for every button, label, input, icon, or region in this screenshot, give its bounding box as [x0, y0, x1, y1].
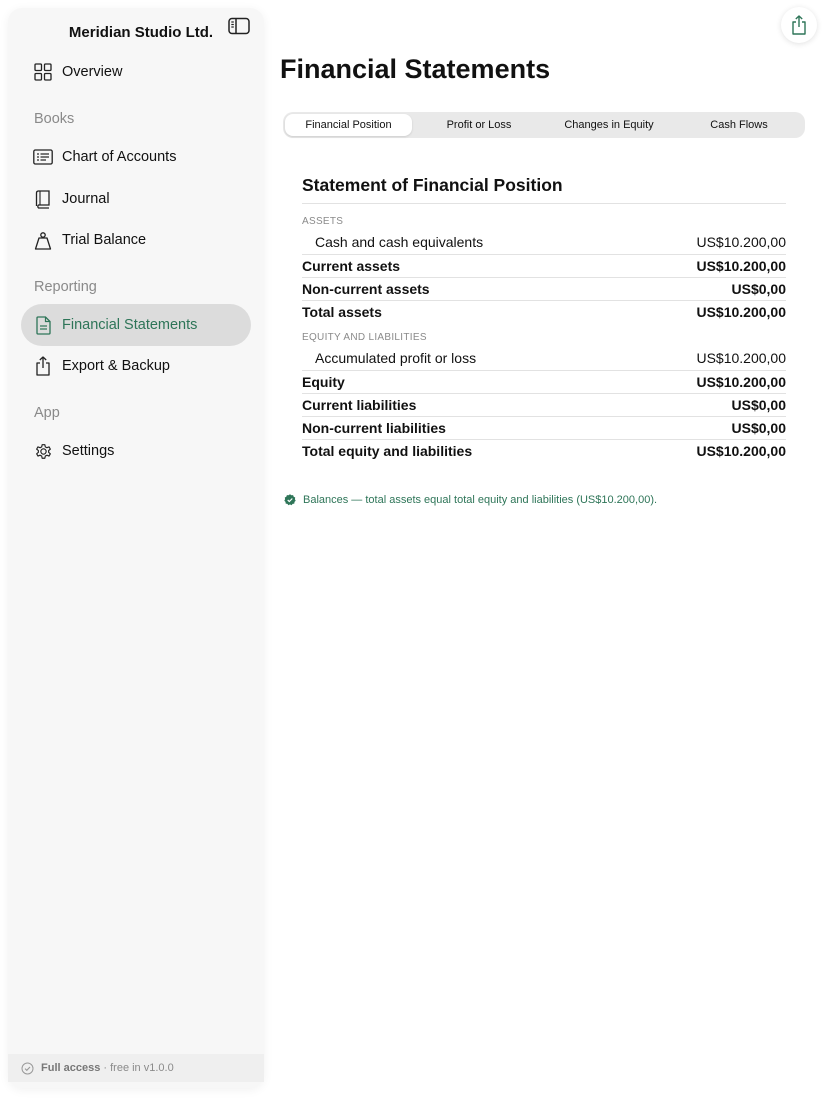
sidebar-item-chart-of-accounts[interactable]: [21, 136, 251, 178]
row-value: US$10.200,00: [696, 234, 786, 250]
access-status: [41, 1062, 174, 1074]
balance-note: Balances — total assets equal total equity and liabilities (US$10.200,00).: [303, 494, 658, 506]
list-card-icon: [32, 146, 54, 168]
table-row: [302, 416, 786, 438]
table-row: [302, 277, 786, 299]
row-value: US$10.200,00: [696, 303, 786, 320]
section-header-books: Books: [34, 111, 75, 127]
row-label: Non-current liabilities: [302, 419, 446, 436]
sidebar-item-label: Journal: [62, 191, 110, 207]
sidebar-item-label: Trial Balance: [62, 232, 147, 248]
page-title: Financial Statements: [280, 54, 551, 84]
section-header-reporting: Reporting: [34, 279, 97, 295]
company-name: Meridian Studio Ltd.: [68, 24, 214, 41]
table-row: [302, 370, 786, 392]
share-icon: [791, 15, 807, 35]
sidebar-item-label: Chart of Accounts: [62, 149, 177, 165]
row-label: Accumulated profit or loss: [315, 350, 477, 366]
document-icon: [32, 314, 54, 336]
row-value: US$0,00: [731, 396, 786, 413]
sidebar-item-export-backup[interactable]: [21, 345, 251, 387]
table-row: [302, 231, 786, 253]
sidebar-item-financial-statements[interactable]: [21, 304, 251, 346]
access-footer: [8, 1054, 264, 1082]
balance-status: [284, 494, 657, 506]
group-header-equity-liabilities: EQUITY AND LIABILITIES: [302, 332, 427, 343]
grid-icon: [32, 61, 54, 83]
statement-title: Statement of Financial Position: [302, 175, 563, 195]
sidebar: [8, 8, 264, 1088]
statement-tabs: [283, 112, 805, 138]
row-label: Equity: [302, 373, 345, 390]
tab-financial-position[interactable]: Financial Position: [285, 114, 412, 136]
gear-icon: [32, 440, 54, 462]
checkmark-seal-icon: [284, 494, 296, 506]
sidebar-item-settings[interactable]: [21, 430, 251, 472]
tab-cash-flows[interactable]: Cash Flows: [710, 119, 768, 131]
row-label: Cash and cash equivalents: [315, 234, 484, 250]
row-value: US$10.200,00: [696, 442, 786, 459]
row-value: US$0,00: [731, 419, 786, 436]
tab-changes-in-equity[interactable]: Changes in Equity: [564, 119, 654, 131]
sidebar-item-overview[interactable]: [21, 51, 251, 93]
sidebar-item-label: Settings: [62, 443, 115, 459]
table-row: [302, 254, 786, 276]
row-label: Total assets: [302, 303, 382, 320]
table-row: [302, 439, 786, 461]
version-note: · free in v1.0.0: [100, 1062, 174, 1074]
sidebar-item-journal[interactable]: [21, 178, 251, 220]
row-value: US$10.200,00: [696, 350, 786, 366]
sidebar-item-trial-balance[interactable]: [21, 219, 251, 261]
row-label: Current liabilities: [302, 396, 417, 413]
book-icon: [32, 188, 54, 210]
row-value: US$0,00: [731, 280, 786, 297]
share-button[interactable]: [781, 7, 817, 43]
divider: [302, 203, 786, 204]
row-label: Non-current assets: [302, 280, 430, 297]
share-icon: [32, 355, 54, 377]
table-row: [302, 393, 786, 415]
tab-profit-or-loss[interactable]: Profit or Loss: [446, 119, 512, 131]
group-header-assets: ASSETS: [302, 216, 344, 227]
table-row: [302, 347, 786, 369]
section-header-app: App: [34, 405, 60, 421]
sidebar-toggle-icon[interactable]: [228, 17, 250, 35]
scale-weight-icon: [32, 229, 54, 251]
sidebar-item-label: Overview: [62, 64, 123, 80]
sidebar-item-label: Export & Backup: [62, 358, 170, 374]
check-circle-icon: [21, 1062, 34, 1075]
row-value: US$10.200,00: [696, 373, 786, 390]
access-level: Full access: [41, 1062, 101, 1074]
sidebar-item-label: Financial Statements: [62, 317, 198, 333]
table-row: [302, 300, 786, 322]
row-value: US$10.200,00: [696, 257, 786, 274]
row-label: Current assets: [302, 257, 401, 274]
row-label: Total equity and liabilities: [302, 442, 473, 459]
